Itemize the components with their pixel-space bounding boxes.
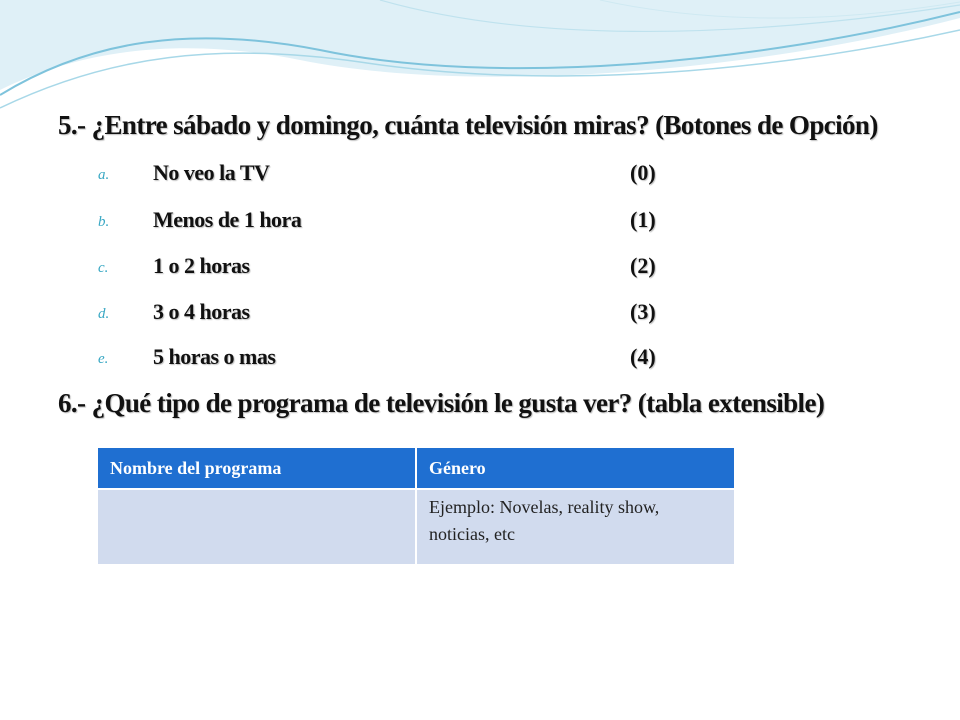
list-marker: d.	[98, 306, 110, 322]
table-row	[97, 489, 735, 565]
list-marker: a.	[98, 167, 110, 183]
genre-cell[interactable]: Ejemplo: Novelas, reality show, noticias, etc	[416, 489, 735, 565]
option-label: 1 o 2 horas	[153, 253, 250, 278]
option-label: Menos de 1 hora	[153, 207, 302, 232]
option-value: (2)	[630, 253, 656, 278]
list-marker: b.	[98, 214, 110, 230]
option-label: No veo la TV	[153, 160, 270, 185]
question-5-title: 5.- ¿Entre sábado y domingo, cuánta televisión miras? (Botones de Opción)	[58, 110, 878, 140]
option-label: 3 o 4 horas	[153, 299, 250, 324]
column-header-program-name: Nombre del programa	[97, 447, 416, 489]
list-marker: c.	[98, 260, 109, 276]
option-value: (0)	[630, 160, 656, 185]
column-header-genre: Género	[416, 447, 735, 489]
option-item	[98, 299, 678, 329]
question-6-title: 6.- ¿Qué tipo de programa de televisión le gusta ver? (tabla extensible)	[58, 388, 825, 418]
option-value: (1)	[630, 207, 656, 232]
list-marker: e.	[98, 351, 109, 367]
program-name-cell[interactable]	[97, 489, 416, 565]
option-item	[98, 253, 678, 283]
table-header-row	[97, 447, 735, 489]
option-item	[98, 207, 678, 237]
option-item	[98, 344, 678, 374]
option-value: (3)	[630, 299, 656, 324]
program-table	[96, 446, 736, 566]
option-item	[98, 160, 678, 190]
option-label: 5 horas o mas	[153, 344, 276, 369]
option-value: (4)	[630, 344, 656, 369]
decorative-swoosh	[0, 0, 960, 120]
